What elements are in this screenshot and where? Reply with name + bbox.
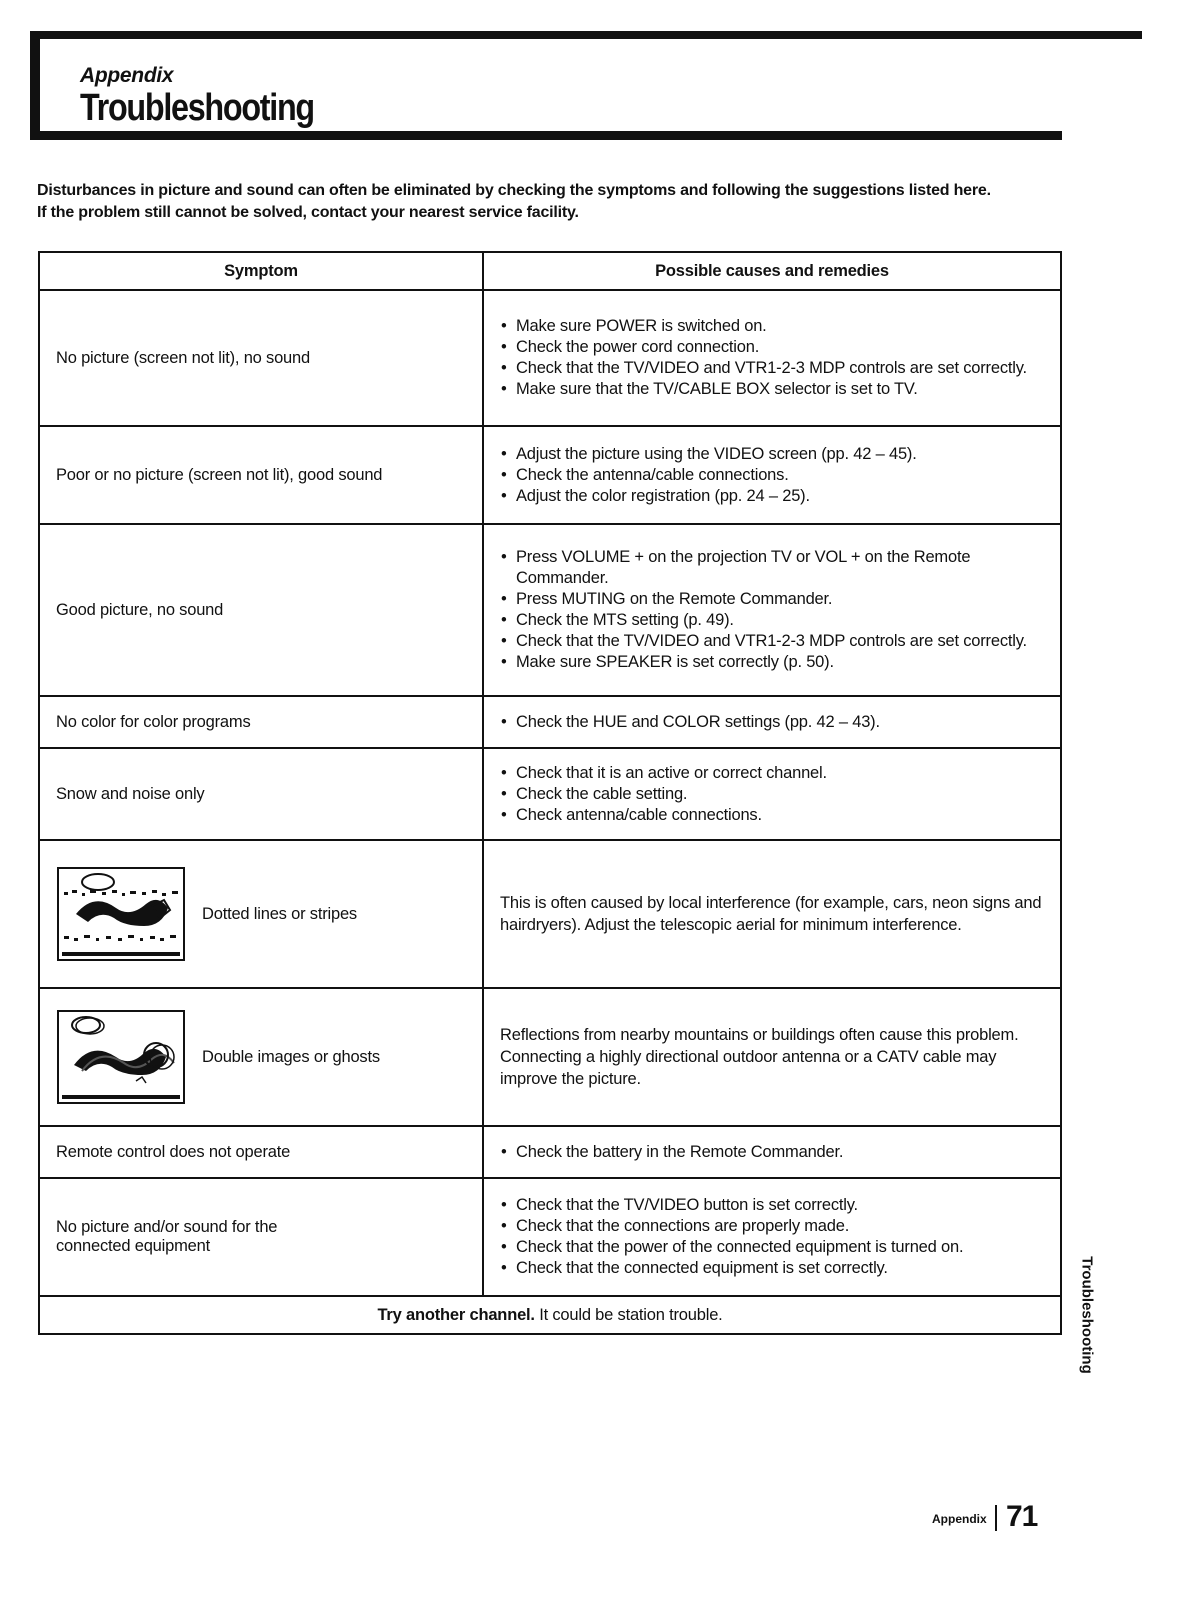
intro-line: Disturbances in picture and sound can often be eliminated by checking the symptoms and following the suggestions listed here. (37, 182, 991, 199)
remedy-item: • Check the power cord connection. (500, 337, 1044, 358)
remedies-cell (483, 1178, 1061, 1296)
symptom-with-thumbnail (56, 866, 468, 962)
remedies-cell (483, 426, 1061, 524)
symptom-line: No picture and/or sound for the (56, 1218, 278, 1236)
remedy-list (500, 1195, 1044, 1279)
remedies-cell (483, 696, 1061, 748)
table-header-row (39, 252, 1061, 290)
remedy-item: • Adjust the color registration (pp. 24 – 25). (500, 486, 1044, 507)
remedy-list (500, 712, 1044, 733)
remedy-item: • Check that the power of the connected equipment is turned on. (500, 1237, 1044, 1258)
symptom-cell: No color for color programs (39, 696, 483, 748)
remedy-item: • Check antenna/cable connections. (500, 805, 1044, 826)
header-bottom-rule (30, 131, 1062, 140)
remedy-item: • Make sure that the TV/CABLE BOX selector is set to TV. (500, 379, 1044, 400)
table-row (39, 1178, 1061, 1296)
remedies-cell (483, 290, 1061, 426)
symptom-cell (39, 1178, 483, 1296)
remedy-item: • Check the MTS setting (p. 49). (500, 610, 1044, 631)
symptom-cell: Poor or no picture (screen not lit), good sound (39, 426, 483, 524)
remedy-paragraph: Reflections from nearby mountains or buildings often cause this problem. Connecting a highly directional outdoor antenna or a CATV cable may improve the picture. (500, 1026, 1019, 1088)
remedy-item: • Make sure POWER is switched on. (500, 316, 1044, 337)
symptom-cell: No picture (screen not lit), no sound (39, 290, 483, 426)
remedies-cell (483, 840, 1061, 988)
table-row (39, 1126, 1061, 1178)
remedy-list (500, 763, 1044, 826)
remedy-item: • Check that the connections are properly made. (500, 1216, 1044, 1237)
footer-note-rest: It could be station trouble. (534, 1305, 723, 1324)
table-row (39, 696, 1061, 748)
header-block-bar (30, 39, 40, 131)
folio-section-label: Appendix (932, 1512, 987, 1526)
remedy-list (500, 547, 1044, 673)
remedies-cell (483, 748, 1061, 840)
table-row (39, 524, 1061, 696)
column-header-remedies: Possible causes and remedies (483, 252, 1061, 290)
table-row (39, 988, 1061, 1126)
remedy-list (500, 1142, 1044, 1163)
remedy-item: • Press MUTING on the Remote Commander. (500, 589, 1044, 610)
symptom-with-thumbnail (56, 1009, 468, 1105)
symptom-cell (39, 988, 483, 1126)
table-row (39, 840, 1061, 988)
footer-note (39, 1296, 1061, 1334)
remedy-item: • Adjust the picture using the VIDEO screen (pp. 42 – 45). (500, 444, 1044, 465)
symptom-cell (39, 840, 483, 988)
symptom-line: connected equipment (56, 1237, 210, 1255)
remedy-item: • Check that it is an active or correct channel. (500, 763, 1044, 784)
intro-line: If the problem still cannot be solved, contact your nearest service facility. (37, 204, 579, 221)
folio-divider (995, 1505, 997, 1531)
table-row (39, 426, 1061, 524)
remedy-item: • Check that the TV/VIDEO and VTR1-2-3 MDP controls are set correctly. (500, 631, 1044, 652)
remedy-list (500, 444, 1044, 507)
remedy-item: • Check the battery in the Remote Commander. (500, 1142, 1044, 1163)
remedy-item: • Press VOLUME + on the projection TV or VOL + on the Remote Commander. (500, 547, 1044, 589)
ghost-image-tv-screen-icon (56, 1009, 186, 1105)
page-title: Troubleshooting (80, 87, 314, 129)
intro-paragraph (37, 180, 1117, 224)
table-footer-row (39, 1296, 1061, 1334)
troubleshooting-table (38, 251, 1062, 1335)
side-tab-label: Troubleshooting (1078, 1256, 1096, 1374)
footer-note-bold: Try another channel. (377, 1305, 535, 1324)
symptom-cell: Remote control does not operate (39, 1126, 483, 1178)
table-row (39, 748, 1061, 840)
remedies-cell (483, 1126, 1061, 1178)
symptom-label: Dotted lines or stripes (202, 904, 357, 923)
remedy-list (500, 316, 1044, 400)
table-row (39, 290, 1061, 426)
symptom-cell: Snow and noise only (39, 748, 483, 840)
remedy-item: • Check the HUE and COLOR settings (pp. 42 – 43). (500, 712, 1044, 733)
remedy-item: • Check the antenna/cable connections. (500, 465, 1044, 486)
section-label: Appendix (80, 64, 174, 87)
remedy-item: • Check that the TV/VIDEO button is set correctly. (500, 1195, 1044, 1216)
remedy-item: • Check that the connected equipment is set correctly. (500, 1258, 1044, 1279)
symptom-cell: Good picture, no sound (39, 524, 483, 696)
page-number: 71 (1006, 1500, 1038, 1533)
remedy-item: • Check that the TV/VIDEO and VTR1-2-3 MDP controls are set correctly. (500, 358, 1044, 379)
remedy-paragraph: This is often caused by local interference (for example, cars, neon signs and hairdryers). Adjust the telescopic aerial for minimum interference. (500, 894, 1042, 934)
remedies-cell (483, 524, 1061, 696)
remedy-item: • Check the cable setting. (500, 784, 1044, 805)
column-header-symptom: Symptom (39, 252, 483, 290)
side-tab (1074, 1255, 1100, 1375)
remedy-item: • Make sure SPEAKER is set correctly (p. 50). (500, 652, 1044, 673)
dotted-lines-tv-screen-icon (56, 866, 186, 962)
symptom-label: Double images or ghosts (202, 1047, 380, 1066)
remedies-cell (483, 988, 1061, 1126)
header-top-rule (30, 31, 1142, 39)
